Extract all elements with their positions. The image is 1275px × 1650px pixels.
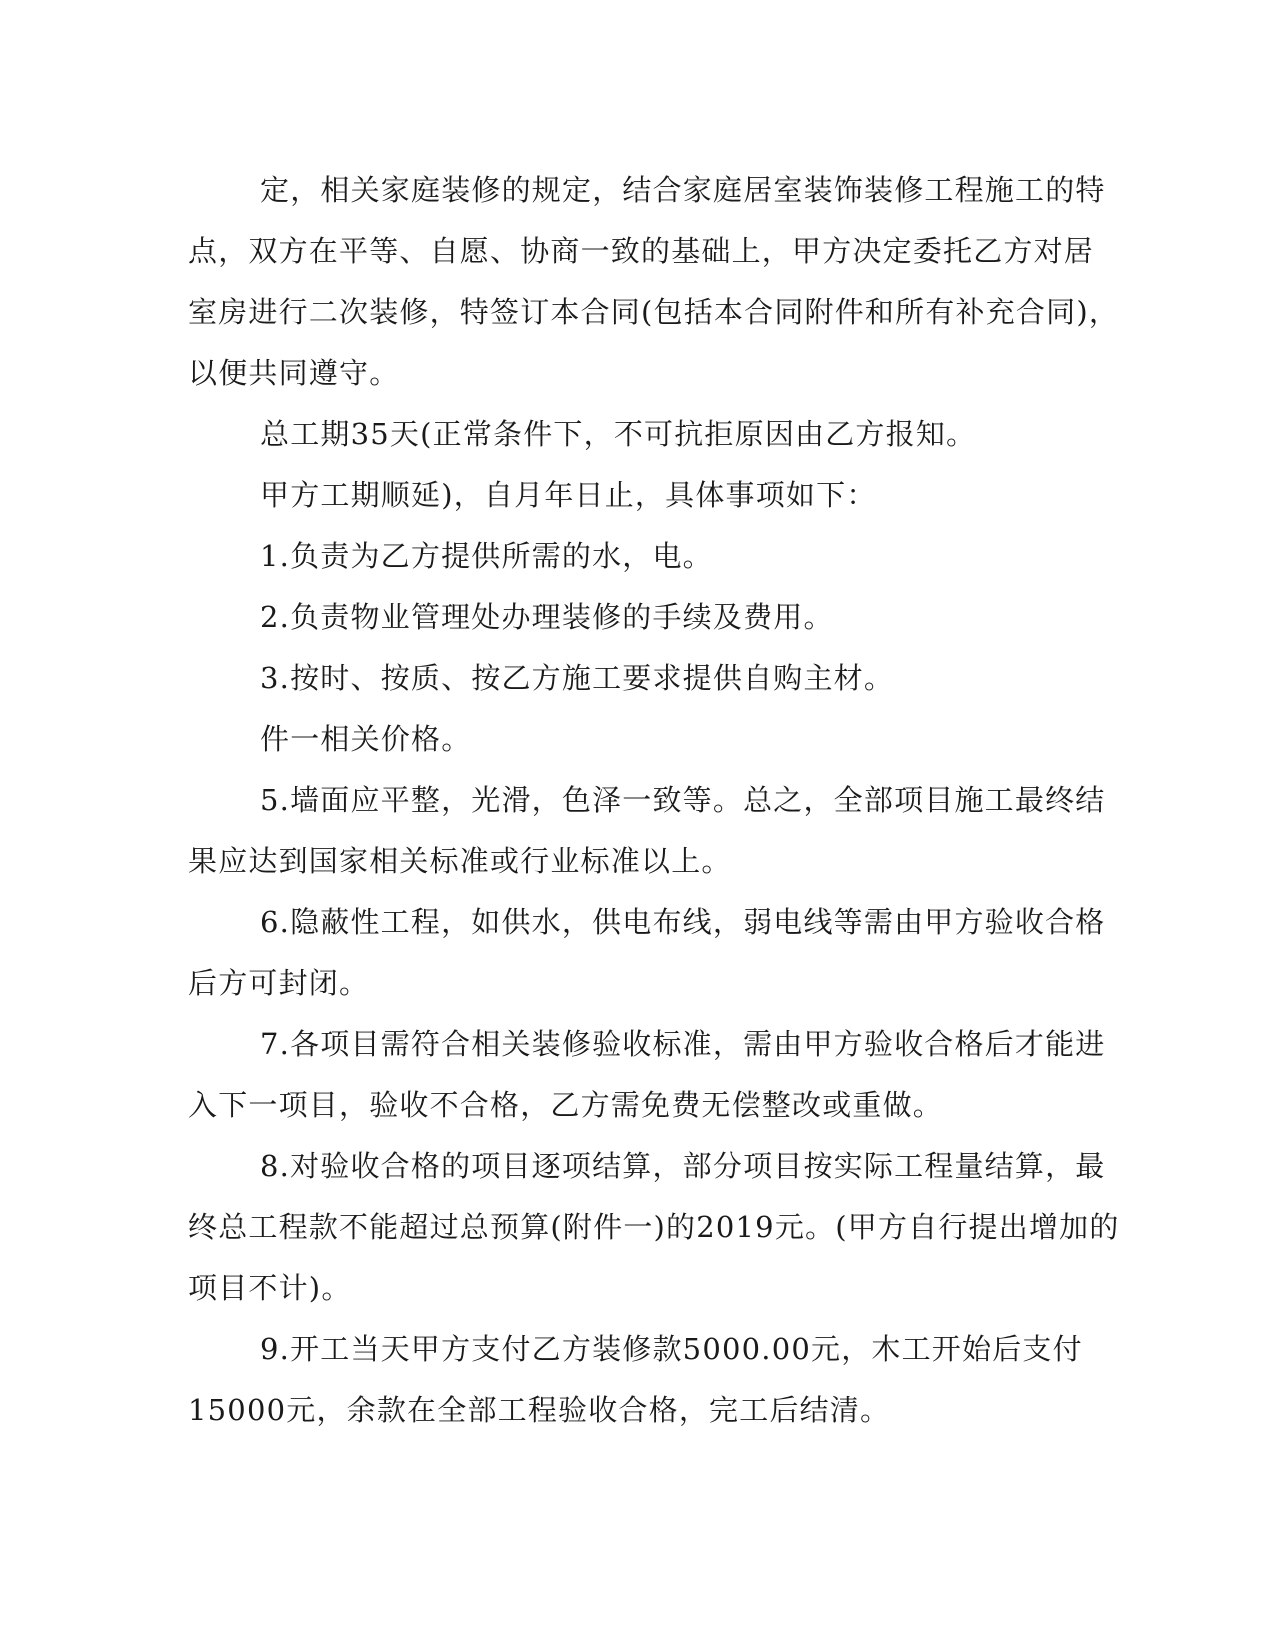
paragraph — [188, 1319, 1083, 1441]
text-line: 点，双方在平等、自愿、协商一致的基础上，甲方决定委托乙方对居 — [188, 234, 1095, 268]
paragraph — [188, 465, 1068, 526]
text-line: 6.隐蔽性工程，如供水，供电布线，弱电线等需由甲方验收合格 — [260, 905, 1106, 939]
text-line: 1.负责为乙方提供所需的水，电。 — [260, 539, 713, 573]
paragraph — [188, 1014, 1106, 1136]
text-line: 件一相关价格。 — [260, 722, 472, 756]
text-line: 以便共同遵守。 — [188, 356, 400, 390]
text-line: 9.开工当天甲方支付乙方装修款5000.00元，木工开始后支付 — [260, 1332, 1083, 1366]
text-line: 7.各项目需符合相关装修验收标准，需由甲方验收合格后才能进 — [260, 1027, 1106, 1061]
paragraph — [188, 587, 1068, 648]
text-line: 项目不计)。 — [188, 1271, 352, 1305]
paragraph — [188, 526, 1068, 587]
text-line: 5.墙面应平整，光滑，色泽一致等。总之，全部项目施工最终结 — [260, 783, 1106, 817]
document-body — [188, 160, 1120, 1441]
text-line: 8.对验收合格的项目逐项结算，部分项目按实际工程量结算，最 — [260, 1149, 1106, 1183]
text-line: 果应达到国家相关标准或行业标准以上。 — [188, 844, 732, 878]
paragraph — [188, 892, 1106, 1014]
paragraph — [188, 648, 1068, 709]
text-line: 3.按时、按质、按乙方施工要求提供自购主材。 — [260, 661, 895, 695]
paragraph — [188, 160, 1120, 404]
text-line: 总工期35天(正常条件下，不可抗拒原因由乙方报知。 — [260, 417, 977, 451]
paragraph — [188, 709, 1068, 770]
text-line: 2.负责物业管理处办理装修的手续及费用。 — [260, 600, 834, 634]
text-line: 终总工程款不能超过总预算(附件一)的2019元。(甲方自行提出增加的 — [188, 1210, 1120, 1244]
paragraph — [188, 404, 1068, 465]
text-line: 室房进行二次装修，特签订本合同(包括本合同附件和所有补充合同)， — [188, 295, 1120, 329]
paragraph — [188, 770, 1106, 892]
text-line: 定，相关家庭装修的规定，结合家庭居室装饰装修工程施工的特 — [260, 173, 1106, 207]
text-line: 入下一项目，验收不合格，乙方需免费无偿整改或重做。 — [188, 1088, 944, 1122]
paragraph — [188, 1136, 1120, 1319]
text-line: 15000元，余款在全部工程验收合格，完工后结清。 — [188, 1393, 891, 1427]
text-line: 后方可封闭。 — [188, 966, 370, 1000]
text-line: 甲方工期顺延)，自月年日止，具体事项如下： — [260, 478, 877, 512]
